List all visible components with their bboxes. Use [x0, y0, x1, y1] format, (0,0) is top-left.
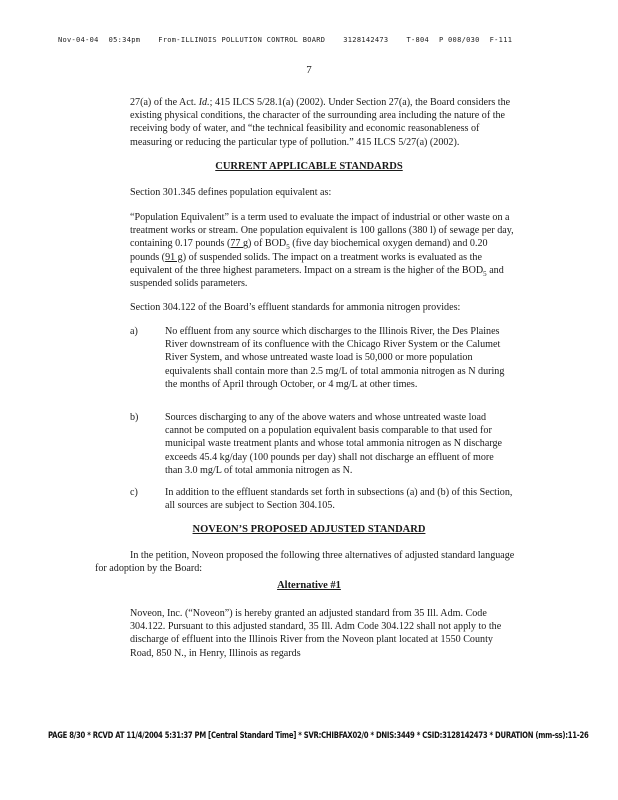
petition-text: In the petition, Noveon proposed the following three alternatives of adjusted standard language for adoption by the Board: [95, 550, 515, 575]
def-text-3: (five day biochemical oxygen demand) and 0.20 pounds ( [130, 238, 488, 263]
noveon-heading: NOVEON’S PROPOSED ADJUSTED STANDARD [192, 524, 426, 535]
fax-page-code: P 008/030 [439, 36, 480, 44]
list-marker: a) [130, 326, 138, 337]
fax-t-code: T-804 [406, 36, 430, 44]
fax-date: Nov-04-04 [58, 36, 99, 44]
list-marker: c) [130, 487, 138, 498]
def-text-5: and suspended solids parameters. [130, 264, 504, 290]
fax-from: From-ILLINOIS POLLUTION CONTROL BOARD [158, 36, 326, 44]
list-text: No effluent from any source which discharges to the Illinois River, the Des Plaines River downstream of its confluence with the Chicago River System or the Calumet River System, and whose untreated waste load is 50,000 or more population equivalents shall contain more than 2.5 mg/L of total ammonia nitrogen as N during the months of April through October, or 4 mg/L at other times. [165, 326, 505, 390]
intro-text-1: 27(a) of the Act. [130, 97, 197, 108]
def-text-1: “Population Equivalent” is a term used to evaluate the impact of industrial or other waste on a treatment works or stream. One population equivalent is 100 gallons (380 l) of sewage per day, containing 0.17 pounds ( [130, 212, 514, 250]
bod-subscript: 5 [483, 269, 487, 278]
section-304-paragraph: Section 304.122 of the Board’s effluent standards for ammonia nitrogen provides: [130, 302, 461, 313]
alternative-paragraph: Noveon, Inc. (“Noveon”) is hereby granted an adjusted standard from 35 Ill. Adm. Code 304.122. Pursuant to this adjusted standard, 35 Ill. Adm Code 304.122 shall not apply to the discharge of effluent into the Illinois River from the Noveon plant located at 1550 County Road, 850 N., in Henry, Illinois as regards [130, 608, 502, 659]
fax-footer: PAGE 8/30 * RCVD AT 11/4/2004 5:31:37 PM [Central Standard Time] * SVR:CHIBFAX02/0 * DNIS:3449 * CSID:3128142473 * DURATION (mm-ss):11-26 [48, 730, 589, 740]
page-number: 7 [306, 64, 312, 76]
list-marker: b) [130, 412, 139, 423]
def-91g: 91 g [165, 251, 183, 263]
def-text-2: ) of BOD [248, 238, 287, 250]
fax-f-code: F-111 [489, 36, 513, 44]
list-text: Sources discharging to any of the above waters and whose untreated waste load cannot be computed on a population equivalent basis comparable to that used for municipal waste treatment plants and whose total ammonia nitrogen as N discharge exceeds 45.4 kg/day (100 pounds per day) shall not discharge an effluent of more than 3.0 mg/L of total ammonia nitrogen as N. [165, 412, 503, 476]
def-77g: 77 g [230, 238, 249, 250]
alternative-heading: Alternative #1 [277, 580, 341, 591]
intro-paragraph [130, 96, 515, 149]
population-equivalent-definition [130, 211, 515, 290]
fax-number: 3128142473 [343, 36, 389, 44]
intro-text-2: ; 415 ILCS 5/28.1(a) (2002). Under Section 27(a), the Board considers the existing physical conditions, the character of the surrounding area including the nature of the receiving body of water, and “the technical feasibility and economic reasonableness of measuring or reducing the particular type of pollution.” 415 ILCS 5/27(a) (2002). [130, 97, 511, 148]
section-301-paragraph: Section 301.345 defines population equivalent as: [130, 187, 332, 198]
bod-subscript: 5 [286, 243, 290, 252]
petition-paragraph [95, 549, 515, 575]
current-standards-heading: CURRENT APPLICABLE STANDARDS [215, 161, 403, 172]
fax-header [58, 36, 578, 44]
def-text-4: ) of suspended solids. The impact on a treatment works is evaluated as the equivalent of the three highest parameters. Impact on a stream is the higher of the BOD [130, 251, 484, 276]
fax-time: 05:34pm [108, 36, 141, 44]
intro-id: Id. [198, 97, 210, 108]
list-text: In addition to the effluent standards set forth in subsections (a) and (b) of this Section, all sources are subject to Section 304.105. [165, 487, 513, 512]
